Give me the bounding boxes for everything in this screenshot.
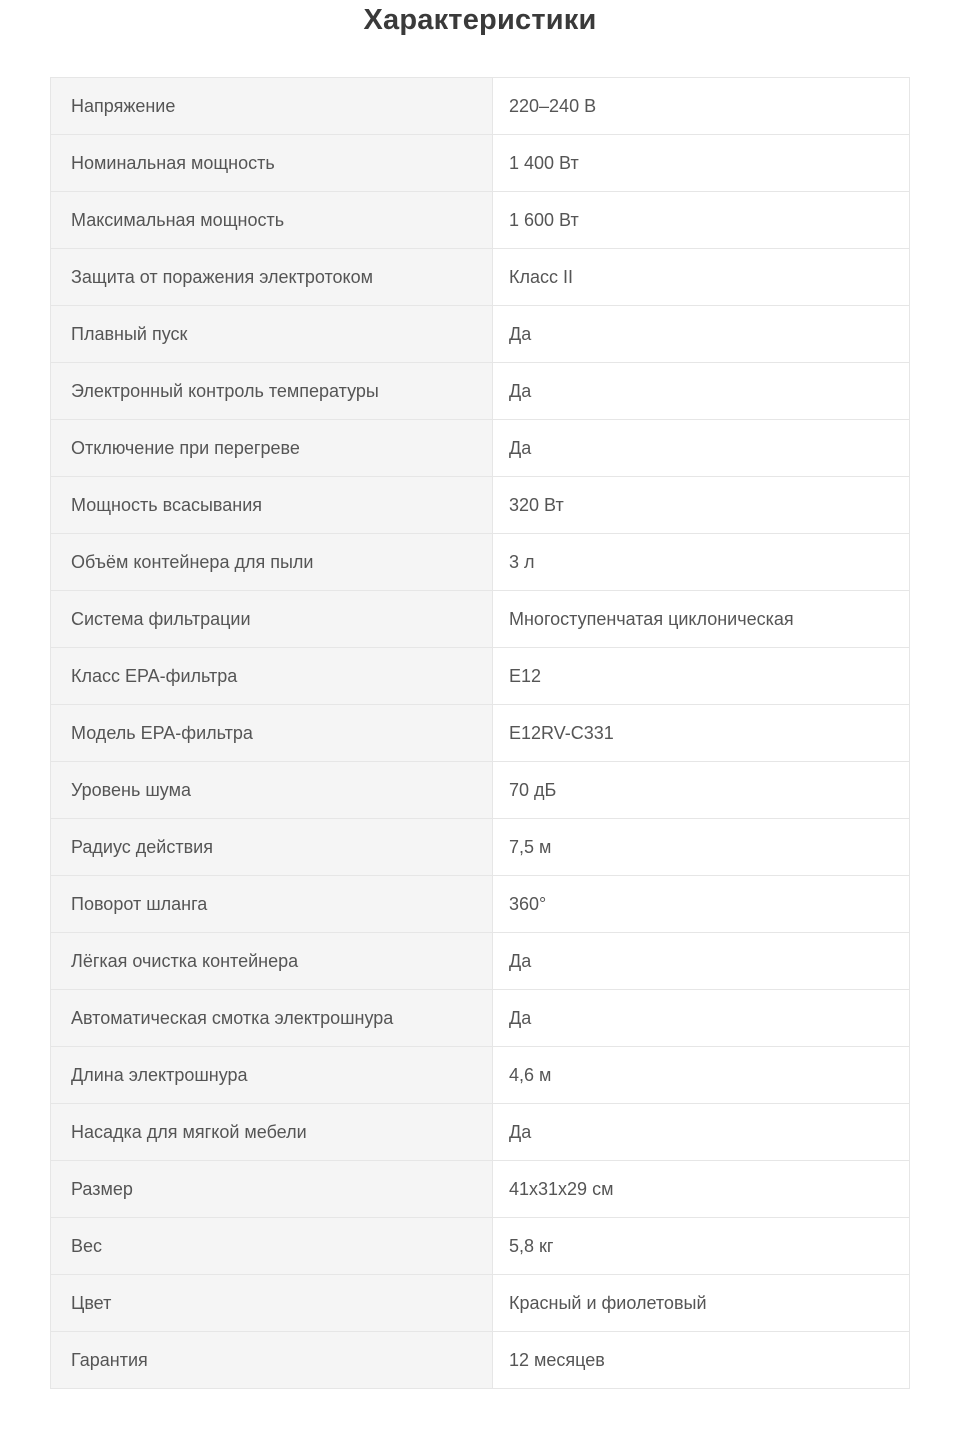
spec-value: 41x31x29 см <box>493 1161 910 1218</box>
spec-value: 7,5 м <box>493 819 910 876</box>
table-row <box>51 363 910 420</box>
spec-name: Класс EPA-фильтра <box>51 648 493 705</box>
spec-value: Красный и фиолетовый <box>493 1275 910 1332</box>
spec-name: Мощность всасывания <box>51 477 493 534</box>
table-row <box>51 249 910 306</box>
spec-name: Поворот шланга <box>51 876 493 933</box>
spec-name: Насадка для мягкой мебели <box>51 1104 493 1161</box>
spec-value: 320 Вт <box>493 477 910 534</box>
specs-table-body <box>51 78 910 1389</box>
spec-name: Максимальная мощность <box>51 192 493 249</box>
table-row <box>51 306 910 363</box>
spec-value: Многоступенчатая циклоническая <box>493 591 910 648</box>
table-row <box>51 1332 910 1389</box>
spec-name: Гарантия <box>51 1332 493 1389</box>
spec-value: 12 месяцев <box>493 1332 910 1389</box>
spec-value: E12 <box>493 648 910 705</box>
table-row <box>51 705 910 762</box>
spec-value: Да <box>493 933 910 990</box>
spec-name: Уровень шума <box>51 762 493 819</box>
table-row <box>51 933 910 990</box>
spec-name: Напряжение <box>51 78 493 135</box>
table-row <box>51 876 910 933</box>
spec-name: Автоматическая смотка электрошнура <box>51 990 493 1047</box>
table-row <box>51 135 910 192</box>
spec-value: 5,8 кг <box>493 1218 910 1275</box>
spec-name: Электронный контроль температуры <box>51 363 493 420</box>
spec-name: Номинальная мощность <box>51 135 493 192</box>
table-row <box>51 420 910 477</box>
table-row <box>51 1275 910 1332</box>
spec-value: Да <box>493 420 910 477</box>
table-row <box>51 534 910 591</box>
spec-value: 360° <box>493 876 910 933</box>
spec-value: 1 400 Вт <box>493 135 910 192</box>
table-row <box>51 990 910 1047</box>
spec-name: Размер <box>51 1161 493 1218</box>
table-row <box>51 192 910 249</box>
table-row <box>51 1218 910 1275</box>
spec-name: Радиус действия <box>51 819 493 876</box>
spec-value: Класс II <box>493 249 910 306</box>
table-row <box>51 1104 910 1161</box>
table-row <box>51 1047 910 1104</box>
table-row <box>51 819 910 876</box>
spec-value: E12RV-C331 <box>493 705 910 762</box>
specs-table <box>50 77 910 1389</box>
spec-value: 70 дБ <box>493 762 910 819</box>
spec-name: Лёгкая очистка контейнера <box>51 933 493 990</box>
table-row <box>51 78 910 135</box>
spec-name: Защита от поражения электротоком <box>51 249 493 306</box>
spec-name: Длина электрошнура <box>51 1047 493 1104</box>
spec-value: 3 л <box>493 534 910 591</box>
spec-value: Да <box>493 306 910 363</box>
table-row <box>51 477 910 534</box>
spec-value: Да <box>493 1104 910 1161</box>
spec-name: Объём контейнера для пыли <box>51 534 493 591</box>
spec-value: 220–240 В <box>493 78 910 135</box>
spec-value: Да <box>493 990 910 1047</box>
spec-name: Плавный пуск <box>51 306 493 363</box>
table-row <box>51 762 910 819</box>
spec-value: Да <box>493 363 910 420</box>
spec-value: 1 600 Вт <box>493 192 910 249</box>
spec-name: Вес <box>51 1218 493 1275</box>
table-row <box>51 591 910 648</box>
table-row <box>51 1161 910 1218</box>
spec-name: Отключение при перегреве <box>51 420 493 477</box>
spec-name: Модель EPA-фильтра <box>51 705 493 762</box>
spec-name: Цвет <box>51 1275 493 1332</box>
table-row <box>51 648 910 705</box>
page-title: Характеристики <box>363 4 597 36</box>
spec-name: Система фильтрации <box>51 591 493 648</box>
spec-value: 4,6 м <box>493 1047 910 1104</box>
